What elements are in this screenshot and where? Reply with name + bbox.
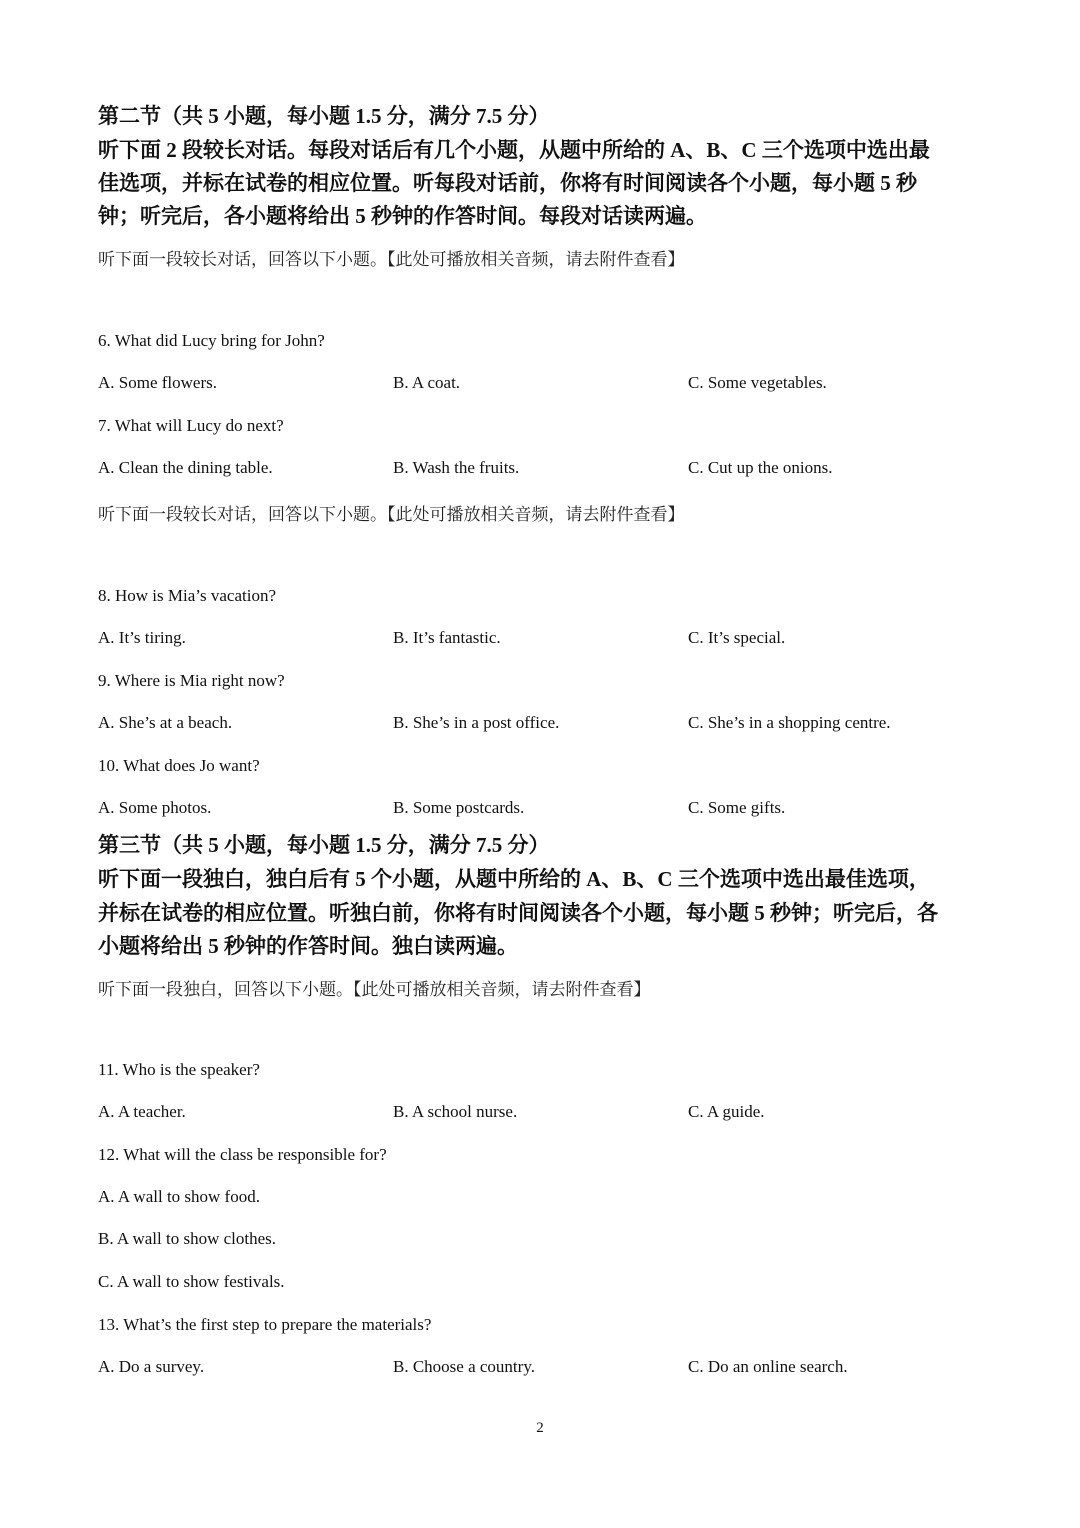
q10-option-b: B. Some postcards.: [393, 798, 525, 817]
q7-option-b: B. Wash the fruits.: [393, 458, 520, 477]
q9-option-a: A. She’s at a beach.: [98, 713, 233, 732]
section2-title: 第二节（共 5 小题，每小题 1.5 分，满分 7.5 分）: [98, 104, 550, 128]
question-10: 10. What does Jo want?: [98, 756, 260, 775]
q8-option-c: C. It’s special.: [688, 628, 786, 647]
q12-option-a: A. A wall to show food.: [98, 1187, 260, 1206]
q10-option-a: A. Some photos.: [98, 798, 212, 817]
question-12: 12. What will the class be responsible for?: [98, 1145, 387, 1164]
section3-instruction-line: 小题将给出 5 秒钟的作答时间。独白读两遍。: [98, 934, 518, 958]
section3-instruction-line: 听下面一段独白，独白后有 5 个小题，从题中所给的 A、B、C 三个选项中选出最佳选项，: [98, 867, 930, 891]
q13-option-b: B. Choose a country.: [393, 1357, 535, 1376]
question-13: 13. What’s the first step to prepare the materials?: [98, 1315, 432, 1334]
question-9: 9. Where is Mia right now?: [98, 671, 285, 690]
q9-option-b: B. She’s in a post office.: [393, 713, 560, 732]
q13-option-c: C. Do an online search.: [688, 1357, 848, 1376]
q7-option-a: A. Clean the dining table.: [98, 458, 273, 477]
q11-option-a: A. A teacher.: [98, 1102, 186, 1121]
section3-title: 第三节（共 5 小题，每小题 1.5 分，满分 7.5 分）: [98, 833, 550, 857]
q6-option-b: B. A coat.: [393, 373, 461, 392]
q9-option-c: C. She’s in a shopping centre.: [688, 713, 891, 732]
question-11: 11. Who is the speaker?: [98, 1060, 260, 1079]
q12-option-c: C. A wall to show festivals.: [98, 1272, 285, 1291]
q8-option-b: B. It’s fantastic.: [393, 628, 501, 647]
question-8: 8. How is Mia’s vacation?: [98, 586, 276, 605]
q11-option-c: C. A guide.: [688, 1102, 765, 1121]
q8-option-a: A. It’s tiring.: [98, 628, 186, 647]
section2-instruction-line: 佳选项，并标在试卷的相应位置。听每段对话前，你将有时间阅读各个小题，每小题 5 秒: [98, 171, 917, 195]
section2-instruction-line: 听下面 2 段较长对话。每段对话后有几个小题，从题中所给的 A、B、C 三个选项中选出最: [98, 138, 930, 162]
q11-option-b: B. A school nurse.: [393, 1102, 518, 1121]
audio-note: 听下面一段独白，回答以下小题。【此处可播放相关音频，请去附件查看】: [98, 980, 651, 999]
q10-option-c: C. Some gifts.: [688, 798, 786, 817]
question-6: 6. What did Lucy bring for John?: [98, 331, 325, 350]
section2-instruction-line: 钟；听完后，各小题将给出 5 秒钟的作答时间。每段对话读两遍。: [98, 204, 707, 228]
audio-note: 听下面一段较长对话，回答以下小题。【此处可播放相关音频，请去附件查看】: [98, 505, 685, 524]
page-number: 2: [536, 1420, 544, 1436]
q6-option-a: A. Some flowers.: [98, 373, 217, 392]
question-7: 7. What will Lucy do next?: [98, 416, 284, 435]
q13-option-a: A. Do a survey.: [98, 1357, 205, 1376]
q7-option-c: C. Cut up the onions.: [688, 458, 833, 477]
section3-instruction-line: 并标在试卷的相应位置。听独白前，你将有时间阅读各个小题，每小题 5 秒钟；听完后，各: [98, 901, 938, 925]
q6-option-c: C. Some vegetables.: [688, 373, 827, 392]
q12-option-b: B. A wall to show clothes.: [98, 1229, 277, 1248]
audio-note: 听下面一段较长对话，回答以下小题。【此处可播放相关音频，请去附件查看】: [98, 250, 685, 269]
